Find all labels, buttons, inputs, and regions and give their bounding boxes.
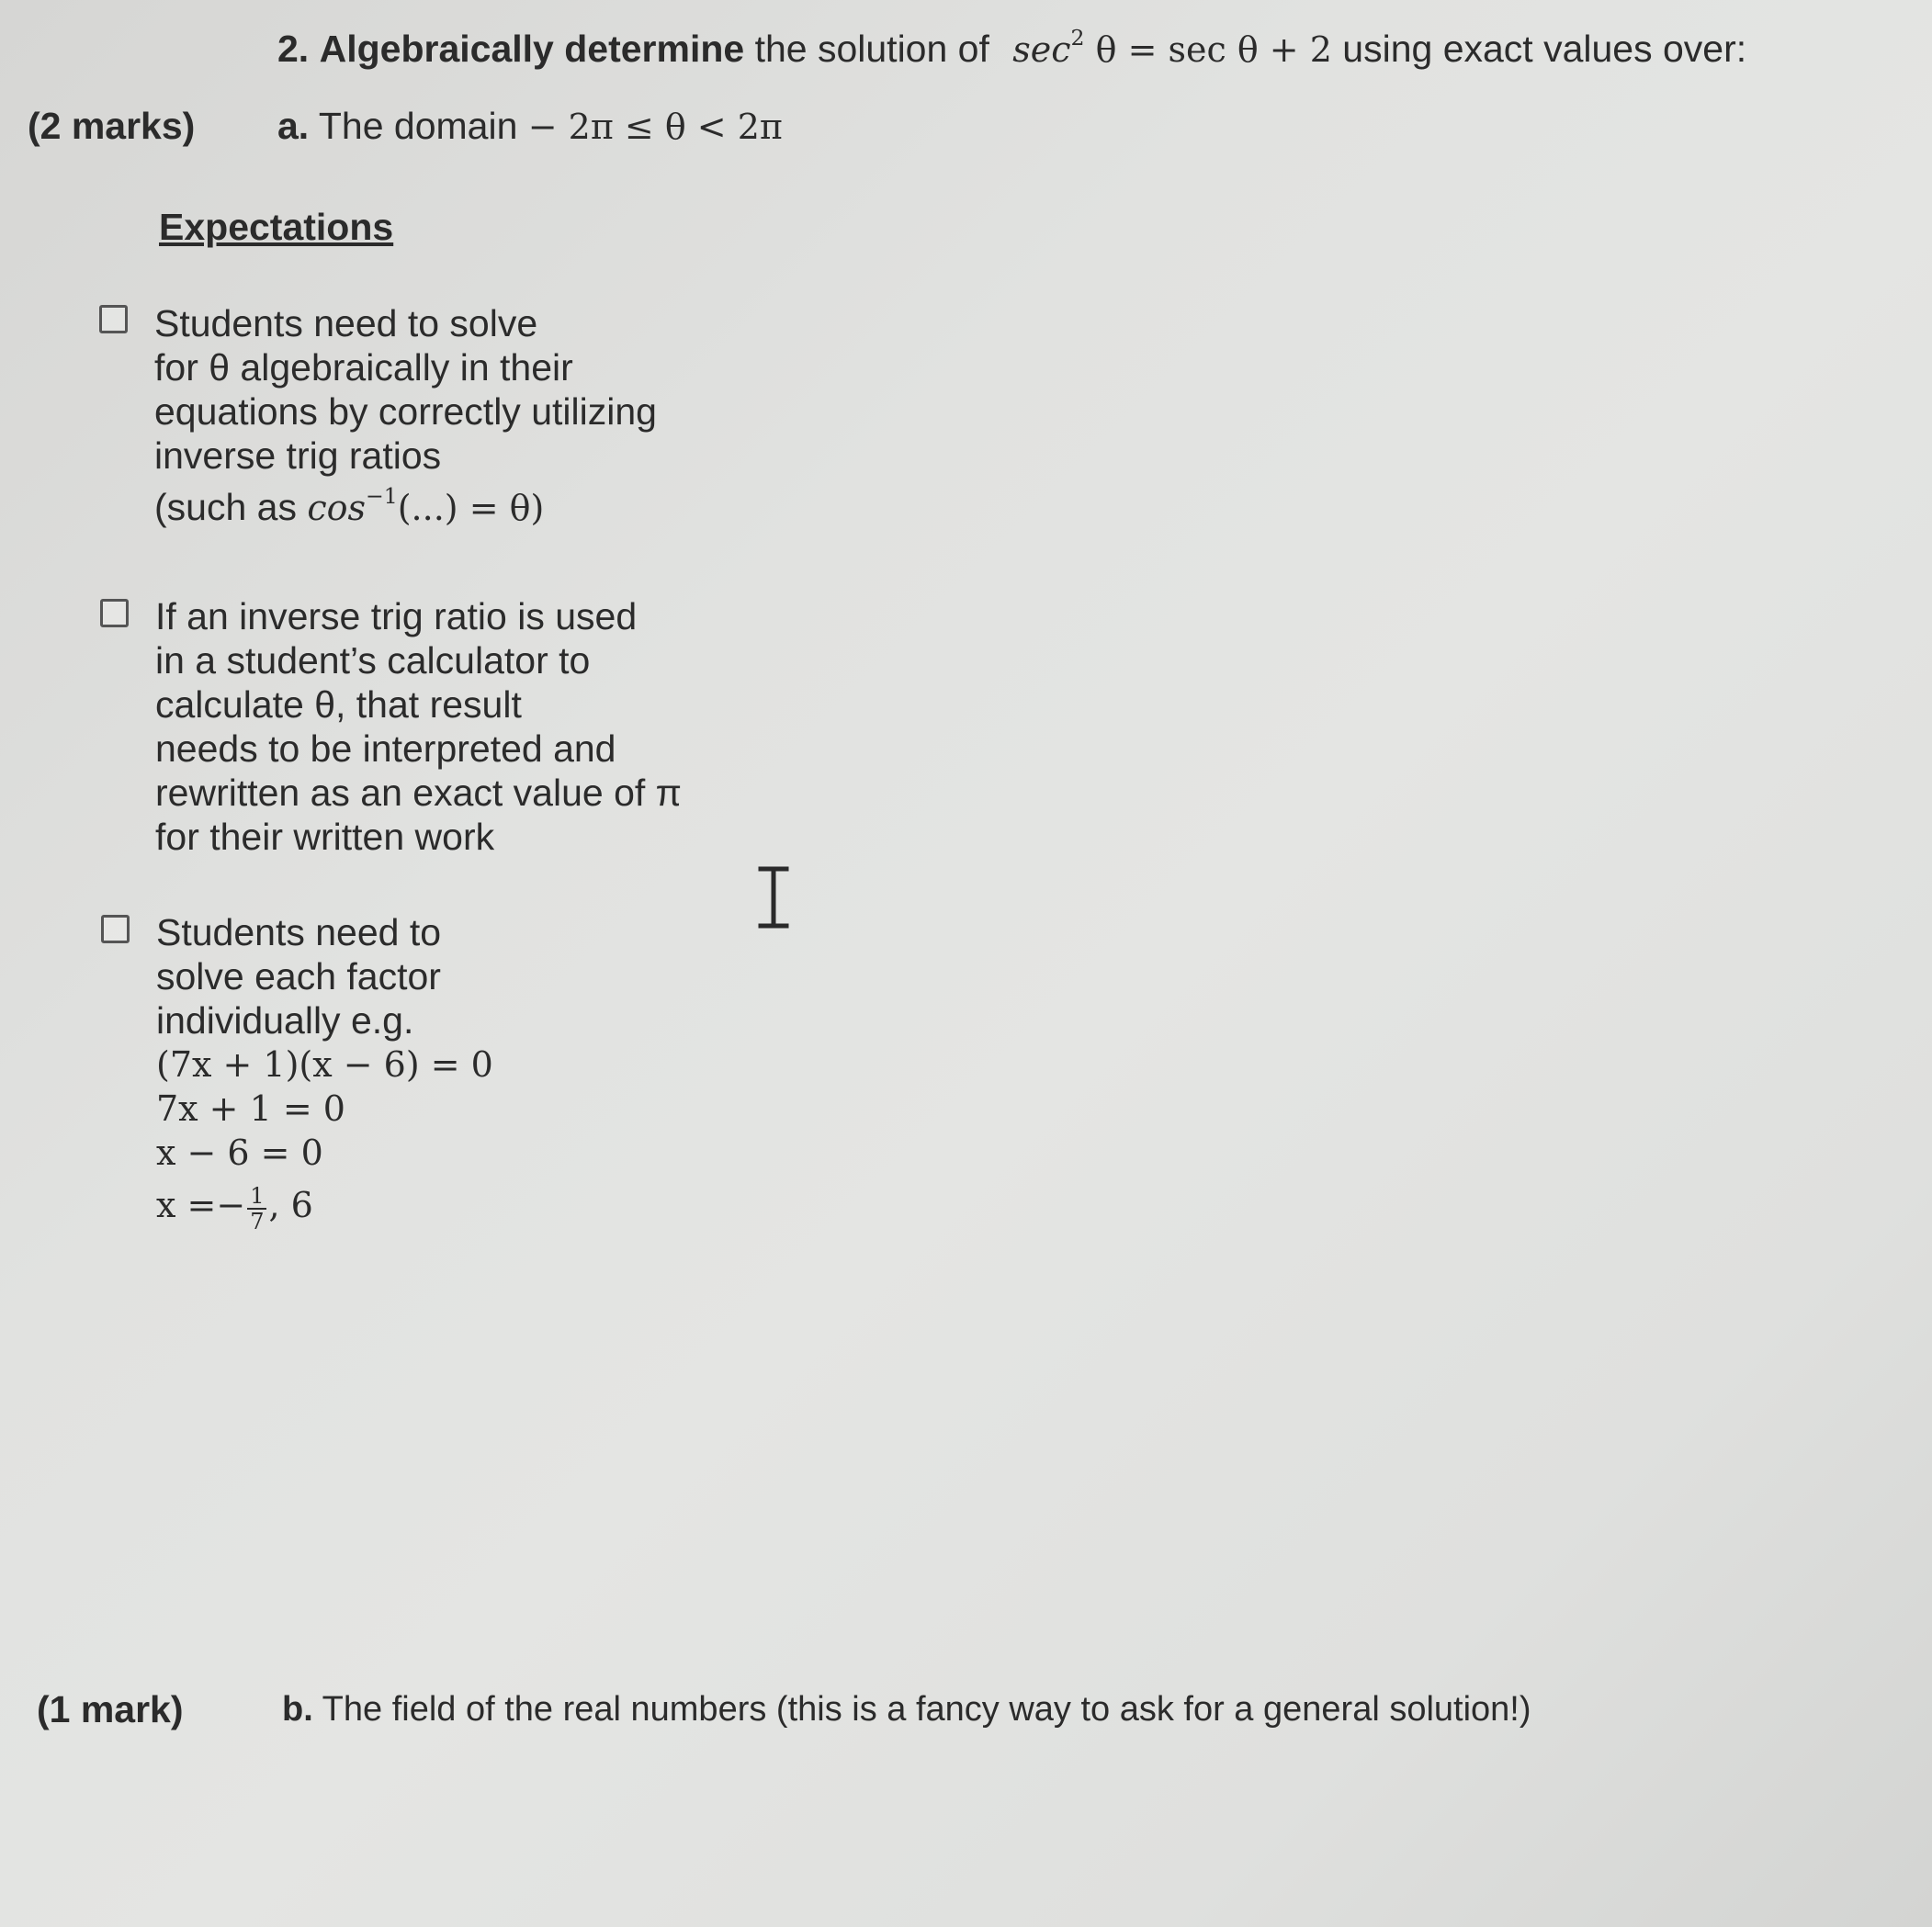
part-a-prompt (277, 105, 783, 148)
expectation-2-line: calculate θ, that result (155, 683, 522, 726)
expectation-2-line: for their written work (155, 816, 495, 858)
part-b-prompt (282, 1690, 1531, 1730)
expectation-1-checkbox[interactable] (99, 305, 128, 333)
part-a-text: The domain (309, 105, 528, 147)
part-a-domain: − 2π ≤ θ < 2π (527, 107, 783, 147)
question-equation: $\sec^2 \theta = \sec \theta + 2$ (1012, 25, 1332, 70)
expectation-1 (154, 301, 657, 529)
part-a-letter: a. (277, 105, 310, 147)
question-prompt (277, 25, 1747, 71)
expectations-heading: Expectations (159, 206, 394, 248)
question-lead: the solution of (744, 28, 1000, 70)
part-b-letter: b. (282, 1690, 313, 1729)
expectation-3-line: individually e.g. (156, 999, 414, 1042)
expectation-2-line: If an inverse trig ratio is used (155, 595, 638, 637)
expectation-3-math: 7x + 1 = 0 (156, 1088, 345, 1129)
part-b-text: The field of the real numbers (this is a fancy way to ask for a general solution!) (312, 1690, 1531, 1729)
expectation-3-solution: x =− $\frac{1}{7}$ , 6 (156, 1182, 313, 1234)
expectation-2-checkbox[interactable] (100, 599, 129, 627)
expectation-2-line: in a student’s calculator to (155, 639, 591, 682)
expectation-3-checkbox[interactable] (101, 915, 130, 943)
expectation-1-line: equations by correctly utilizing (154, 390, 657, 433)
expectation-2 (155, 594, 682, 859)
expectation-1-line: Students need to solve (154, 302, 538, 344)
expectation-1-example: (such as $\cos^{-1}(...) = \theta$) (154, 483, 545, 528)
expectation-3-line: Students need to (156, 911, 442, 953)
question-lead-bold: Algebraically determine (319, 28, 745, 70)
fraction: $\frac{1}{7}$ (247, 1184, 266, 1234)
expectation-2-line: needs to be interpreted and (155, 727, 616, 770)
question-tail: using exact values over: (1331, 28, 1747, 70)
expectation-2-line: rewritten as an exact value of π (155, 772, 682, 814)
question-number: 2. (277, 28, 310, 70)
expectation-3 (156, 910, 493, 1235)
part-a-marks: (2 marks) (28, 105, 196, 147)
expectation-3-math: x − 6 = 0 (156, 1133, 323, 1173)
part-b-marks: (1 mark) (37, 1688, 184, 1730)
expectation-3-math: (7x + 1)(x − 6) = 0 (156, 1044, 493, 1085)
expectation-3-line: solve each factor (156, 955, 441, 997)
expectation-1-line: for θ algebraically in their (154, 346, 573, 389)
expectation-1-line: inverse trig ratios (154, 434, 442, 477)
text-cursor-icon (755, 866, 792, 929)
